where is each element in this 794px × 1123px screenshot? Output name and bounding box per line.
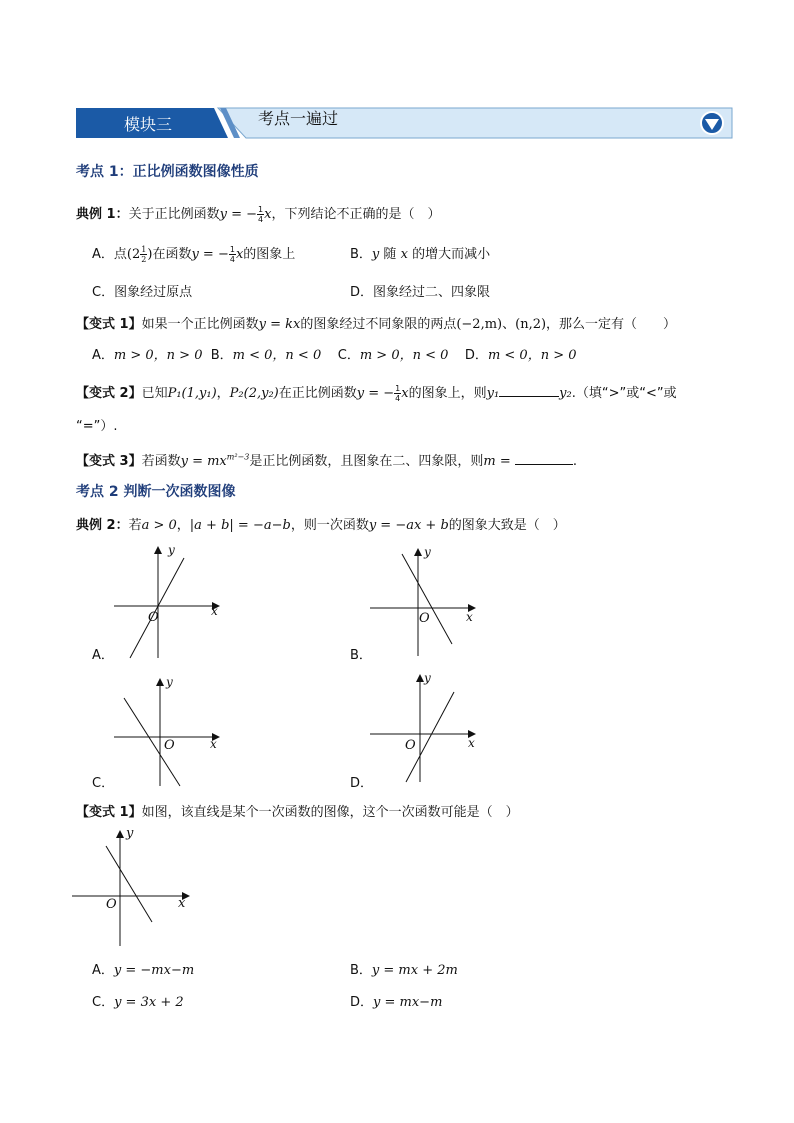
axis-x-label: x	[468, 736, 475, 750]
module-title: 模块三	[124, 115, 173, 134]
variant-1-1-options: A．m > 0，n > 0 B．m < 0，n < 0 C．m > 0，n < 0 D．m < 0，n > 0	[92, 348, 577, 363]
axis-x-label: x	[178, 896, 186, 911]
axis-x-label: x	[466, 610, 473, 624]
section-title-2: 考点 2 判断一次函数图像	[76, 484, 236, 500]
variant-1-2: 【变式 2】已知P₁(1,y₁)，P₂(2,y₂)在正比例函数y = − $\frac{1}{4}$ x的图象上，则y₁ y₂.（填“>”或“<”或	[76, 384, 677, 403]
option-1D: D．图象经过二、四象限	[350, 285, 491, 300]
origin-label: O	[106, 897, 117, 912]
variant-1-1: 【变式 1】如果一个正比例函数y = kx的图象经过不同象限的两点(−2,m)、(n,2)，那么一定有（ ）	[76, 317, 677, 332]
answer-blank[interactable]	[499, 384, 559, 397]
section-title-1: 考点 1：正比例函数图像性质	[76, 164, 259, 180]
example-1: 典例 1：关于正比例函数y = − $\frac{1}{4}$ x，下列结论不正确的是（ ）	[76, 205, 441, 224]
variant-1-2-cont: “=”）.	[76, 419, 118, 434]
graph-B-label: B．	[350, 648, 372, 663]
option-2A: A．y = −mx−m	[92, 963, 195, 978]
axis-y-label: y	[166, 675, 173, 689]
origin-label: O	[405, 738, 416, 753]
graph-B	[368, 544, 480, 660]
variant-2-1: 【变式 1】如图，该直线是某个一次函数的图像，这个一次函数可能是（ ）	[76, 805, 519, 820]
graph-A	[112, 540, 222, 660]
option-2D: D．y = mx−m	[350, 995, 443, 1010]
option-1C: C．图象经过原点	[92, 285, 193, 300]
topic-title: 考点一遍过	[258, 109, 339, 128]
axis-y-label: y	[126, 826, 134, 841]
origin-label: O	[419, 611, 430, 626]
graph-D	[368, 670, 480, 786]
graph-A-label: A．	[92, 648, 114, 663]
option-1A: A．点(2 $\frac{1}{2}$ )在函数y = − $\frac{1}{4}$ x的图象上	[92, 245, 296, 264]
option-1B: B．y 随 x 的增大而减小	[350, 247, 491, 262]
variant-graph	[70, 826, 194, 950]
variant-1-3: 【变式 3】若函数$y = mx^{m^2-3}$是正比例函数，且图象在二、四象限，则m = .	[76, 452, 578, 469]
origin-label: O	[164, 738, 175, 753]
option-2B: B．y = mx + 2m	[350, 963, 458, 978]
origin-label: O	[148, 610, 159, 625]
graph-C	[112, 674, 224, 790]
example-2: 典例 2：若a > 0，|a + b| = −a−b，则一次函数y = −ax + b的图象大致是（ ）	[76, 518, 566, 533]
answer-blank[interactable]	[515, 452, 573, 465]
axis-y-label: y	[424, 545, 431, 559]
axis-y-label: y	[424, 671, 431, 685]
banner-shape	[76, 106, 734, 140]
option-2C: C．y = 3x + 2	[92, 995, 184, 1010]
axis-y-label: y	[168, 543, 175, 557]
axis-x-label: x	[210, 737, 217, 751]
graph-D-label: D．	[350, 776, 374, 791]
graph-C-label: C．	[92, 776, 115, 791]
module-banner	[76, 106, 734, 140]
axis-x-label: x	[211, 604, 218, 618]
